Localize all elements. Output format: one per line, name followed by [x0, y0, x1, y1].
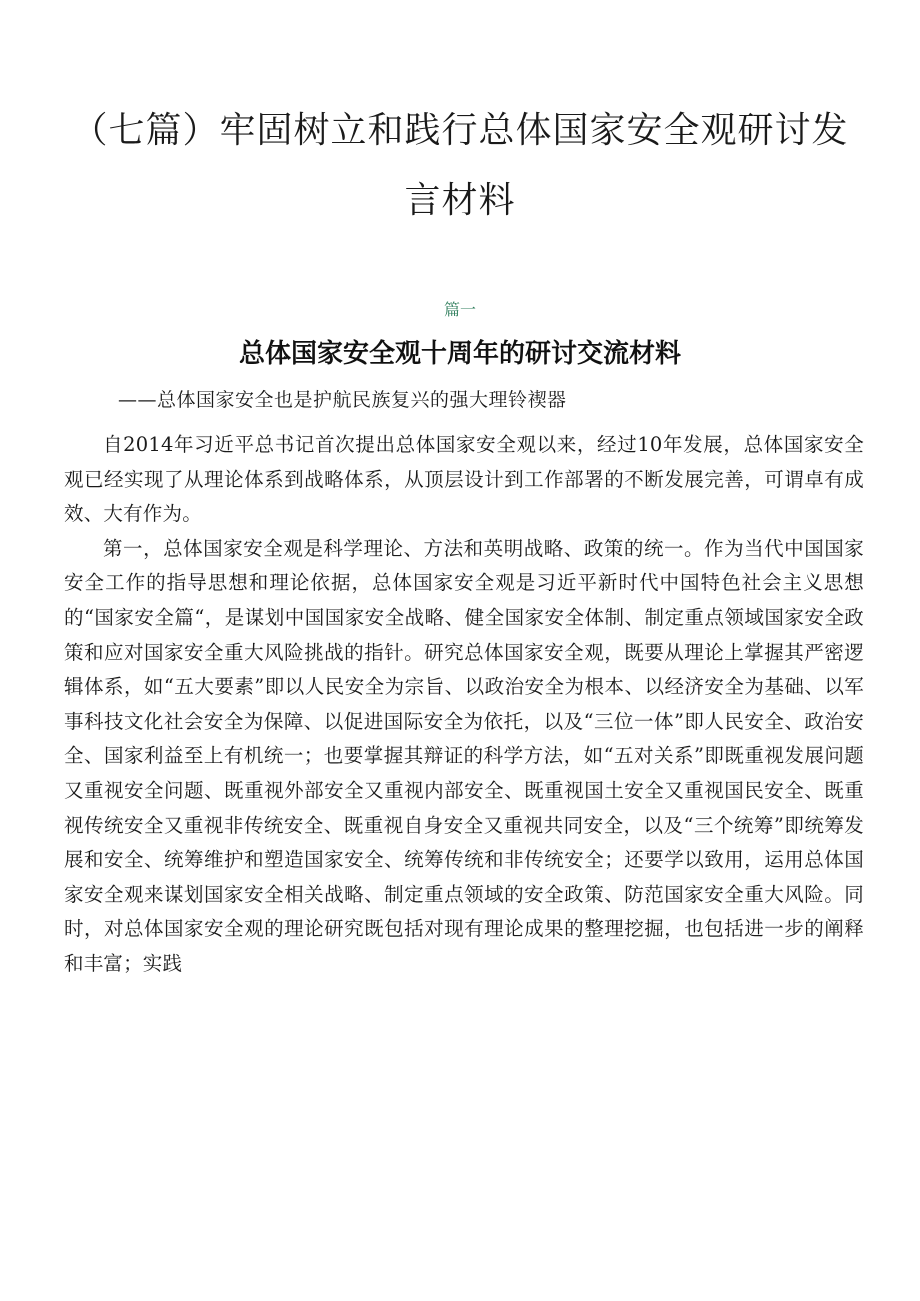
- document-title: （七篇）牢固树立和践行总体国家安全观研讨发言材料: [71, 110, 849, 221]
- section-subtitle: ——总体国家安全也是护航民族复兴的强大理铃禊器: [118, 389, 567, 411]
- part-label: 篇一: [443, 300, 476, 319]
- body-text: [64, 428, 864, 982]
- paragraph-2: 第一，总体国家安全观是科学理论、方法和英明战略、政策的统一。作为当代中国国家安全工作的指导思想和理论依据，总体国家安全观是习近平新时代中国特色社会主义思想的“国家安全篇“，是谋划中国国家安全战略、健全国家安全体制、制定重点领域国家安全政策和应对国家安全重大风险挑战的指针。研究总体国家安全观，既要从理论上掌握其严密逻辑体系，如“五大要素”即以人民安全为宗旨、以政治安全为根本、以经济安全为基础、以军事科技文化社会安全为保障、以促进国际安全为依托，以及“三位一体”即人民安全、政治安全、国家利益至上有机统一；也要掌握其辩证的科学方法，如“五对关系”即既重视发展问题又重视安全问题、既重视外部安全又重视内部安全、既重视国土安全又重视国民安全、既重视传统安全又重视非传统安全、既重视自身安全又重视共同安全，以及“三个统筹”即统筹发展和安全、统筹维护和塑造国家安全、统筹传统和非传统安全；还要学以致用，运用总体国家安全观来谋划国家安全相关战略、制定重点领域的安全政策、防范国家安全重大风险。同时，对总体国家安全观的理论研究既包括对现有理论成果的整理挖掘，也包括进一步的阐释和丰富；实践: [64, 536, 864, 975]
- paragraph-1: 自2014年习近平总书记首次提出总体国家安全观以来，经过10年发展，总体国家安全观已经实现了从理论体系到战略体系，从顶层设计到工作部署的不断发展完善，可谓卓有成效、大有作为。: [64, 433, 864, 526]
- section-title: 总体国家安全观十周年的研讨交流材料: [238, 339, 681, 369]
